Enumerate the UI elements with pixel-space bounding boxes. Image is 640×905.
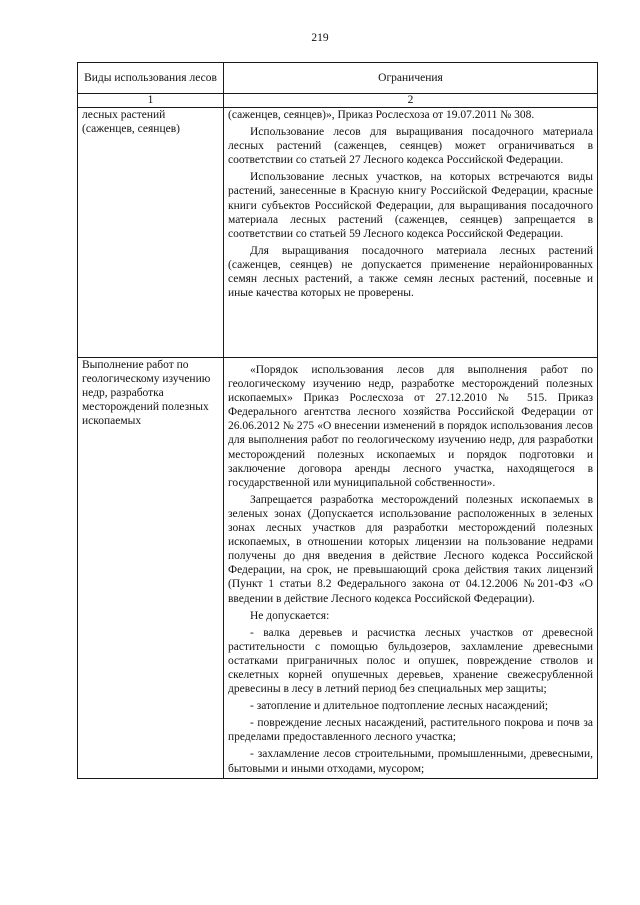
restriction-paragraph: Для выращивания посадочного материала лесных растений (саженцев, сеянцев) не допускается применение нерайонированных семян лесных растений, а также семян лесных растений, посевные и иные качества которых не проверены. [228,244,593,300]
restriction-paragraph: (саженцев, сеянцев)», Приказ Рослесхоза от 19.07.2011 № 308. [228,109,535,121]
forest-use-type-cell: Выполнение работ по геологическому изучению недр, разработка месторождений полезных ископаемых [78,358,224,779]
forest-use-type-cell: лесных растений (саженцев, сеянцев) [78,108,224,358]
header-restrictions: Ограничения [224,63,598,94]
restriction-paragraph: Использование лесных участков, на которых встречаются виды растений, занесенные в Красную книгу Российской Федерации, красные книги субъектов Российской Федерации, для выращивания посадочного материала лесных растений (саженцев, сеянцев) запрещается в соответствии со статьей 59 Лесного кодекса Российской Федерации. [228,171,593,240]
column-number-row [78,94,598,108]
restrictions-cell [224,108,598,358]
restriction-paragraph: Запрещается разработка месторождений полезных ископаемых в зеленых зонах (Допускается использование расположенных в зеленых зонах лесных участков для разработки месторождений полезных ископаемых, в отношении которых лицензии на пользование недрами получены до дня введения в действие Лесного кодекса Российской Федерации, на срок, не превышающий срока действия таких лицензий (Пункт 1 статьи 8.2 Федерального закона от 04.12.2006 №201-ФЗ «О введении в действие Лесного кодекса Российской Федерации). [228,493,593,605]
restriction-paragraph: - валка деревьев и расчистка лесных участков от древесной растительности с помощью бульдозеров, захламление древесными остатками приграничных полос и опушек, повреждение стволов и скелетных корней опушечных деревьев, хранение свежесрубленной древесины в лесу в летний период без специальных мер защиты; [228,626,593,696]
table-row [78,358,598,779]
restriction-paragraph: - повреждение лесных насаждений, растительного покрова и почв за пределами предоставленного лесного участка; [228,717,593,744]
table-header-row [78,63,598,94]
page-number: 219 [311,32,329,44]
restrictions-table [77,62,598,779]
column-number-1: 1 [78,94,224,108]
restriction-paragraph: Использование лесов для выращивания посадочного материала лесных растений (саженцев, сеянцев) может ограничиваться в соответствии со статьей 27 Лесного кодекса Российской Федерации. [228,126,593,167]
column-number-2: 2 [224,94,598,108]
restriction-paragraph: Не допускается: [250,609,330,622]
header-forest-use-types: Виды использования лесов [78,63,224,94]
restriction-paragraph: - захламление лесов строительными, промышленными, древесными, бытовыми и иными отходами, мусором; [228,748,593,775]
table-row [78,108,598,358]
restrictions-cell [224,358,598,779]
restriction-paragraph: «Порядок использования лесов для выполнения работ по геологическому изучению недр, разработке месторождений полезных ископаемых» Приказ Рослесхоза от 27.12.2010 № 515. Приказ Федерального агентства лесного хозяйства Российской Федерации от 26.06.2012 № 275 «О внесении изменений в порядок использования лесов для выполнения работ по геологическому изучению недр, для разработки месторождений полезных ископаемых и порядок подготовки и заключение договора аренды лесного участка, находящегося в государственной или муниципальной собственности». [228,364,593,489]
restriction-paragraph: - затопление и длительное подтопление лесных насаждений; [250,700,549,713]
